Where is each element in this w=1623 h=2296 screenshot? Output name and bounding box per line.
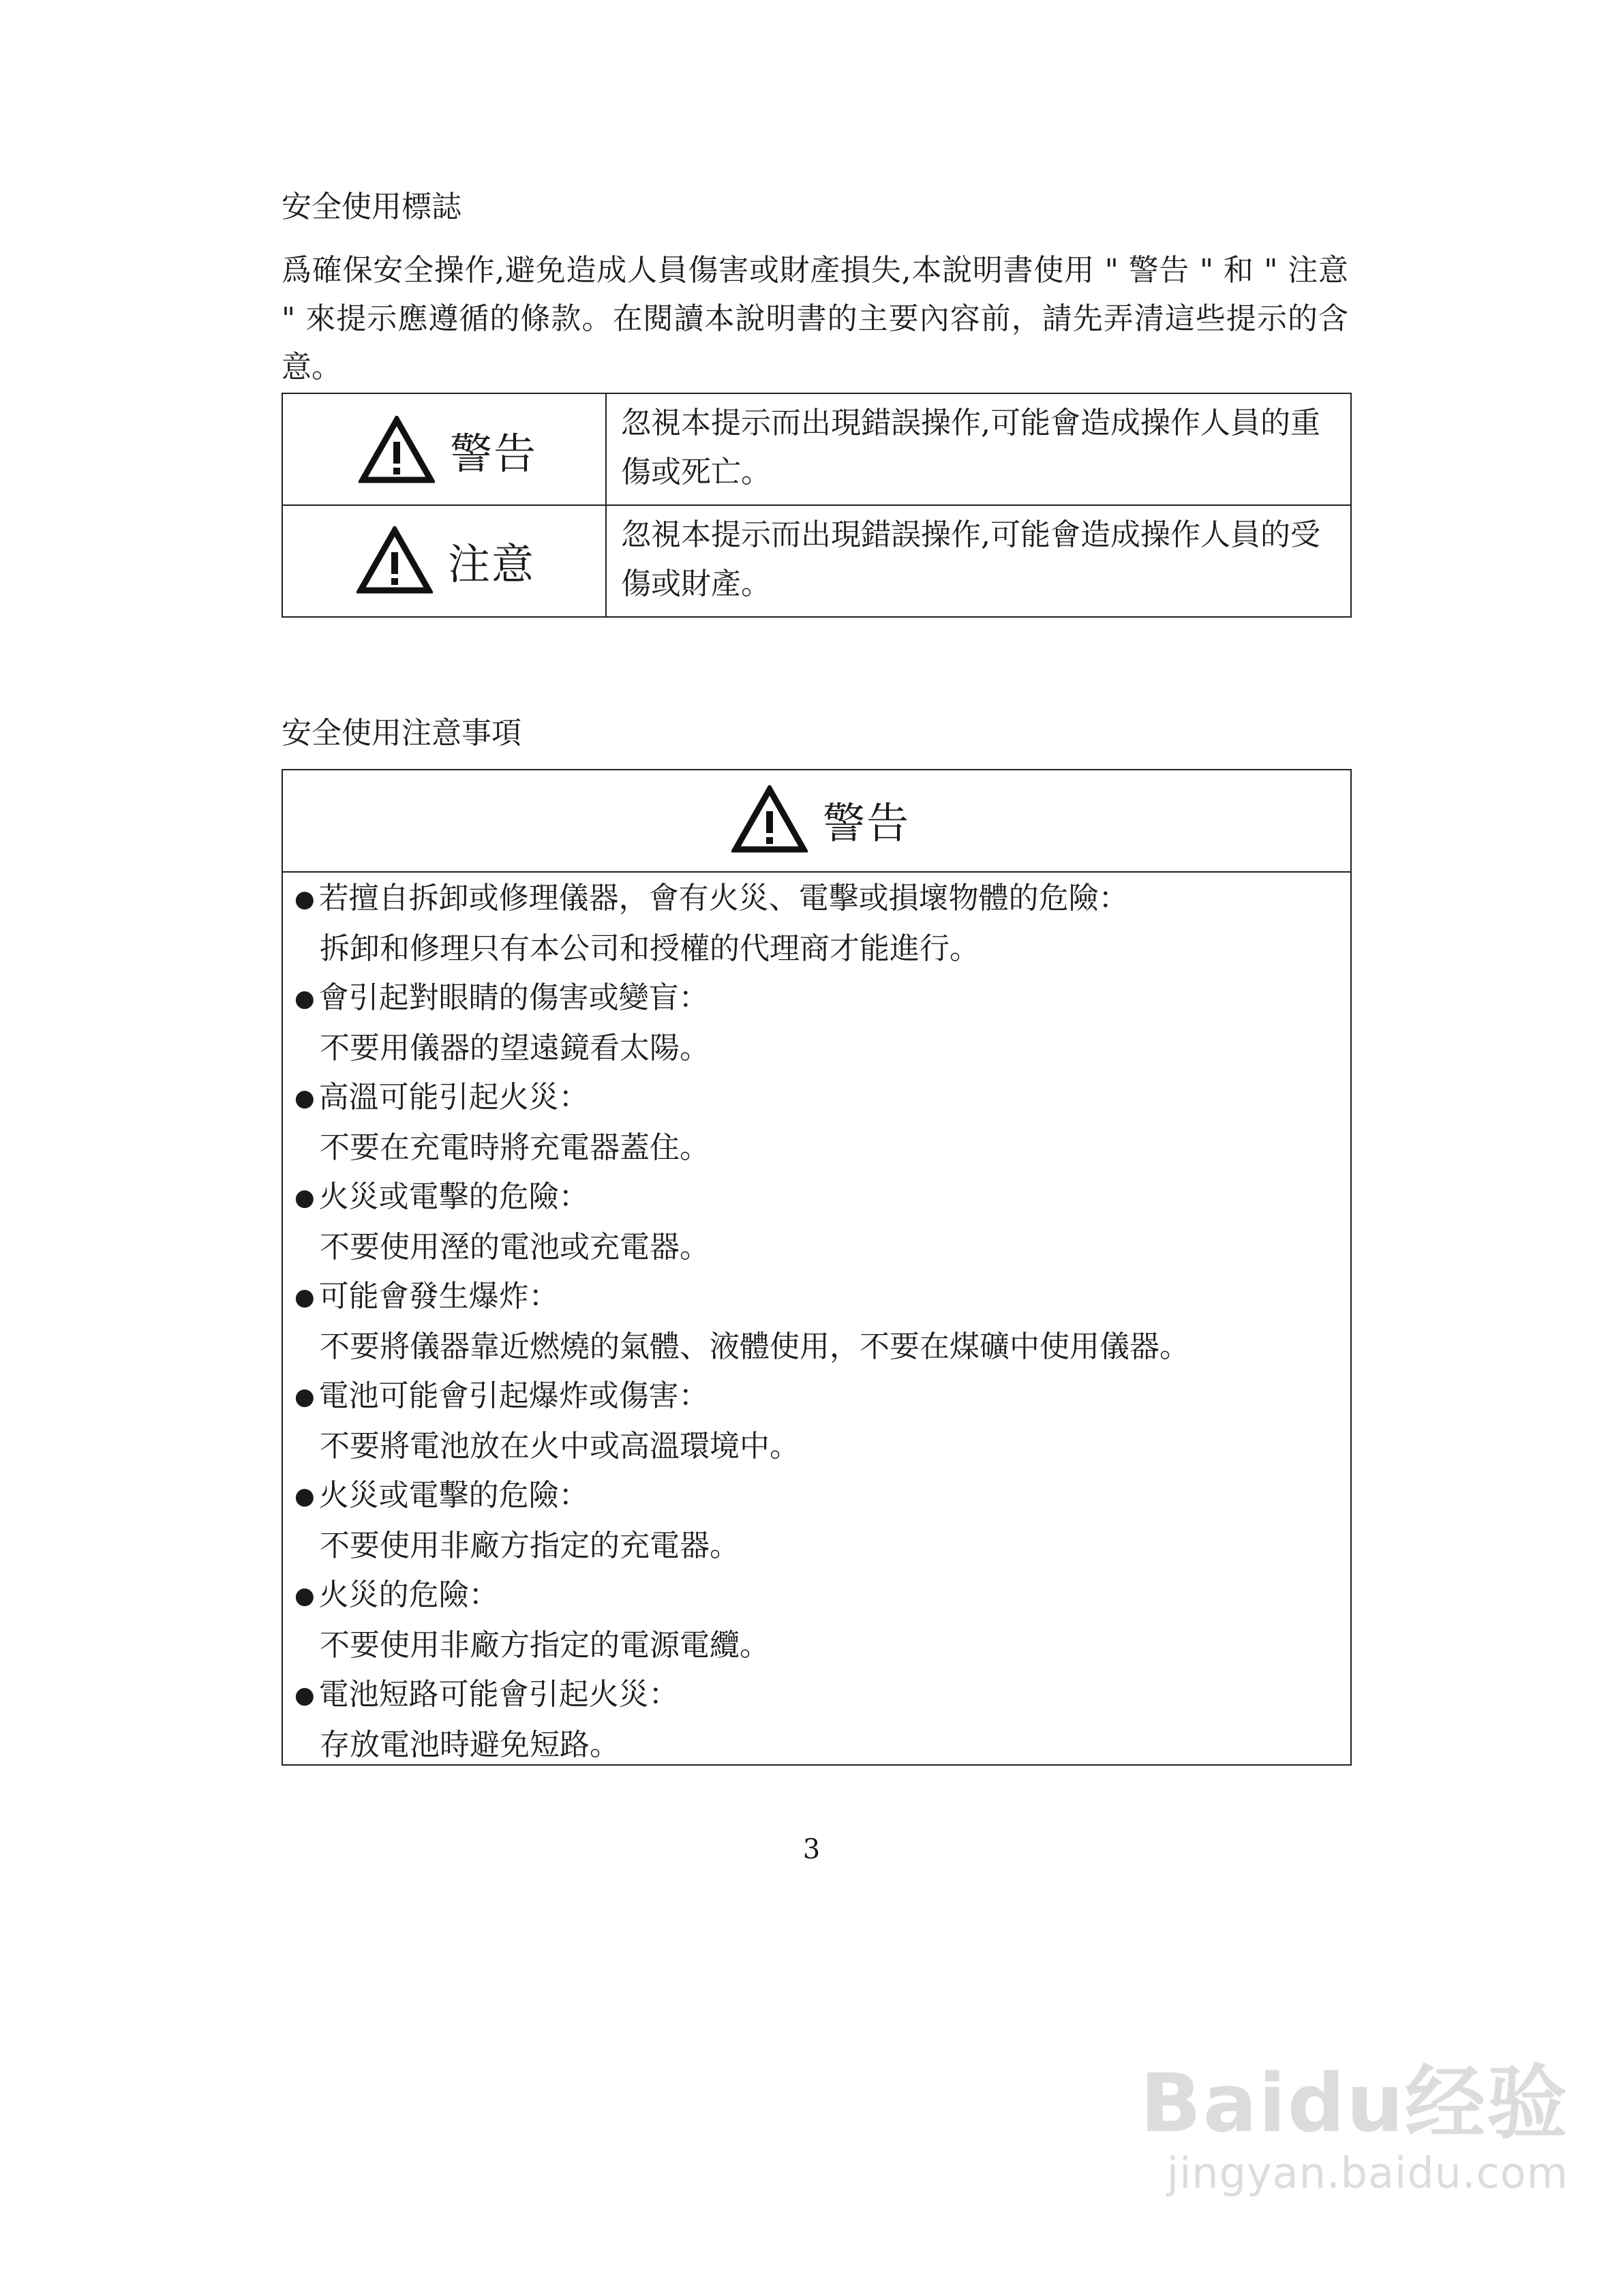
legend-row-caution-desc: 忽視本提示而出現錯誤操作,可能會造成操作人員的受傷或財產。	[621, 517, 1320, 601]
list-item-head: ● 火災的危險：	[294, 1571, 1189, 1621]
legend-row-warning-symbol	[359, 416, 537, 484]
list-item-head: ● 火災或電擊的危險：	[294, 1173, 1189, 1223]
warning-box-heading-label: 警告	[823, 798, 911, 848]
section-title-safety-symbols: 安全使用標誌	[282, 190, 461, 224]
list-item	[294, 973, 1189, 1073]
legend-row-caution-label: 注意	[448, 539, 536, 589]
list-item-detail: 不要將儀器靠近燃燒的氣體、液體使用，不要在煤礦中使用儀器。	[320, 1329, 1189, 1364]
list-item	[294, 1670, 1189, 1770]
list-item-detail: 不要使用非廠方指定的充電器。	[320, 1528, 740, 1563]
list-item-detail: 不要在充電時將充電器蓋住。	[320, 1130, 710, 1165]
warning-triangle-icon	[359, 416, 435, 484]
list-item-head: ● 若擅自拆卸或修理儀器，會有火災、電擊或損壞物體的危險：	[294, 874, 1189, 924]
warning-list	[294, 874, 1189, 1770]
list-item	[294, 1272, 1189, 1372]
list-item-head: ● 會引起對眼睛的傷害或變盲：	[294, 973, 1189, 1024]
list-item-detail: 存放電池時避免短路。	[320, 1727, 620, 1762]
list-item-detail: 不要將電池放在火中或高溫環境中。	[320, 1428, 800, 1464]
list-item	[294, 874, 1189, 973]
list-item	[294, 1173, 1189, 1272]
page-number: 3	[802, 1834, 821, 1865]
list-item-detail: 不要使用非廠方指定的電源電纜。	[320, 1627, 770, 1663]
list-item-detail: 不要使用溼的電池或充電器。	[320, 1229, 710, 1265]
list-item-head: ● 電池可能會引起爆炸或傷害：	[294, 1372, 1189, 1422]
list-item-head: ● 電池短路可能會引起火災：	[294, 1670, 1189, 1721]
list-item	[294, 1372, 1189, 1471]
watermark-url: jingyan.baidu.com	[1166, 2148, 1568, 2198]
list-item	[294, 1471, 1189, 1571]
legend-table-row-divider	[282, 504, 1352, 506]
legend-row-warning-label: 警告	[450, 428, 538, 479]
warning-box-heading	[731, 785, 910, 854]
list-item	[294, 1571, 1189, 1670]
warning-box-header-divider	[282, 871, 1352, 873]
legend-row-caution-symbol	[357, 526, 535, 594]
list-item-head: ● 高溫可能引起火災：	[294, 1073, 1189, 1123]
section-title-safety-precautions: 安全使用注意事項	[282, 716, 521, 751]
list-item-detail: 不要用儀器的望遠鏡看太陽。	[320, 1030, 710, 1066]
watermark	[1140, 2056, 1569, 2199]
list-item-head: ● 火災或電擊的危險：	[294, 1471, 1189, 1522]
watermark-logo: Baidu经验	[1140, 2056, 1568, 2150]
list-item	[294, 1073, 1189, 1173]
warning-triangle-icon	[357, 526, 433, 594]
list-item-head: ● 可能會發生爆炸：	[294, 1272, 1189, 1323]
intro-paragraph: 爲確保安全操作,避免造成人員傷害或財產損失,本說明書使用 " 警告 " 和 " 注意 " 來提示應遵循的條款。在閱讀本說明書的主要內容前，請先弄清這些提示的含意。	[282, 253, 1348, 384]
list-item-detail: 拆卸和修理只有本公司和授權的代理商才能進行。	[320, 931, 980, 966]
warning-triangle-icon	[731, 785, 808, 854]
legend-row-warning-desc: 忽視本提示而出現錯誤操作,可能會造成操作人員的重傷或死亡。	[621, 406, 1320, 489]
